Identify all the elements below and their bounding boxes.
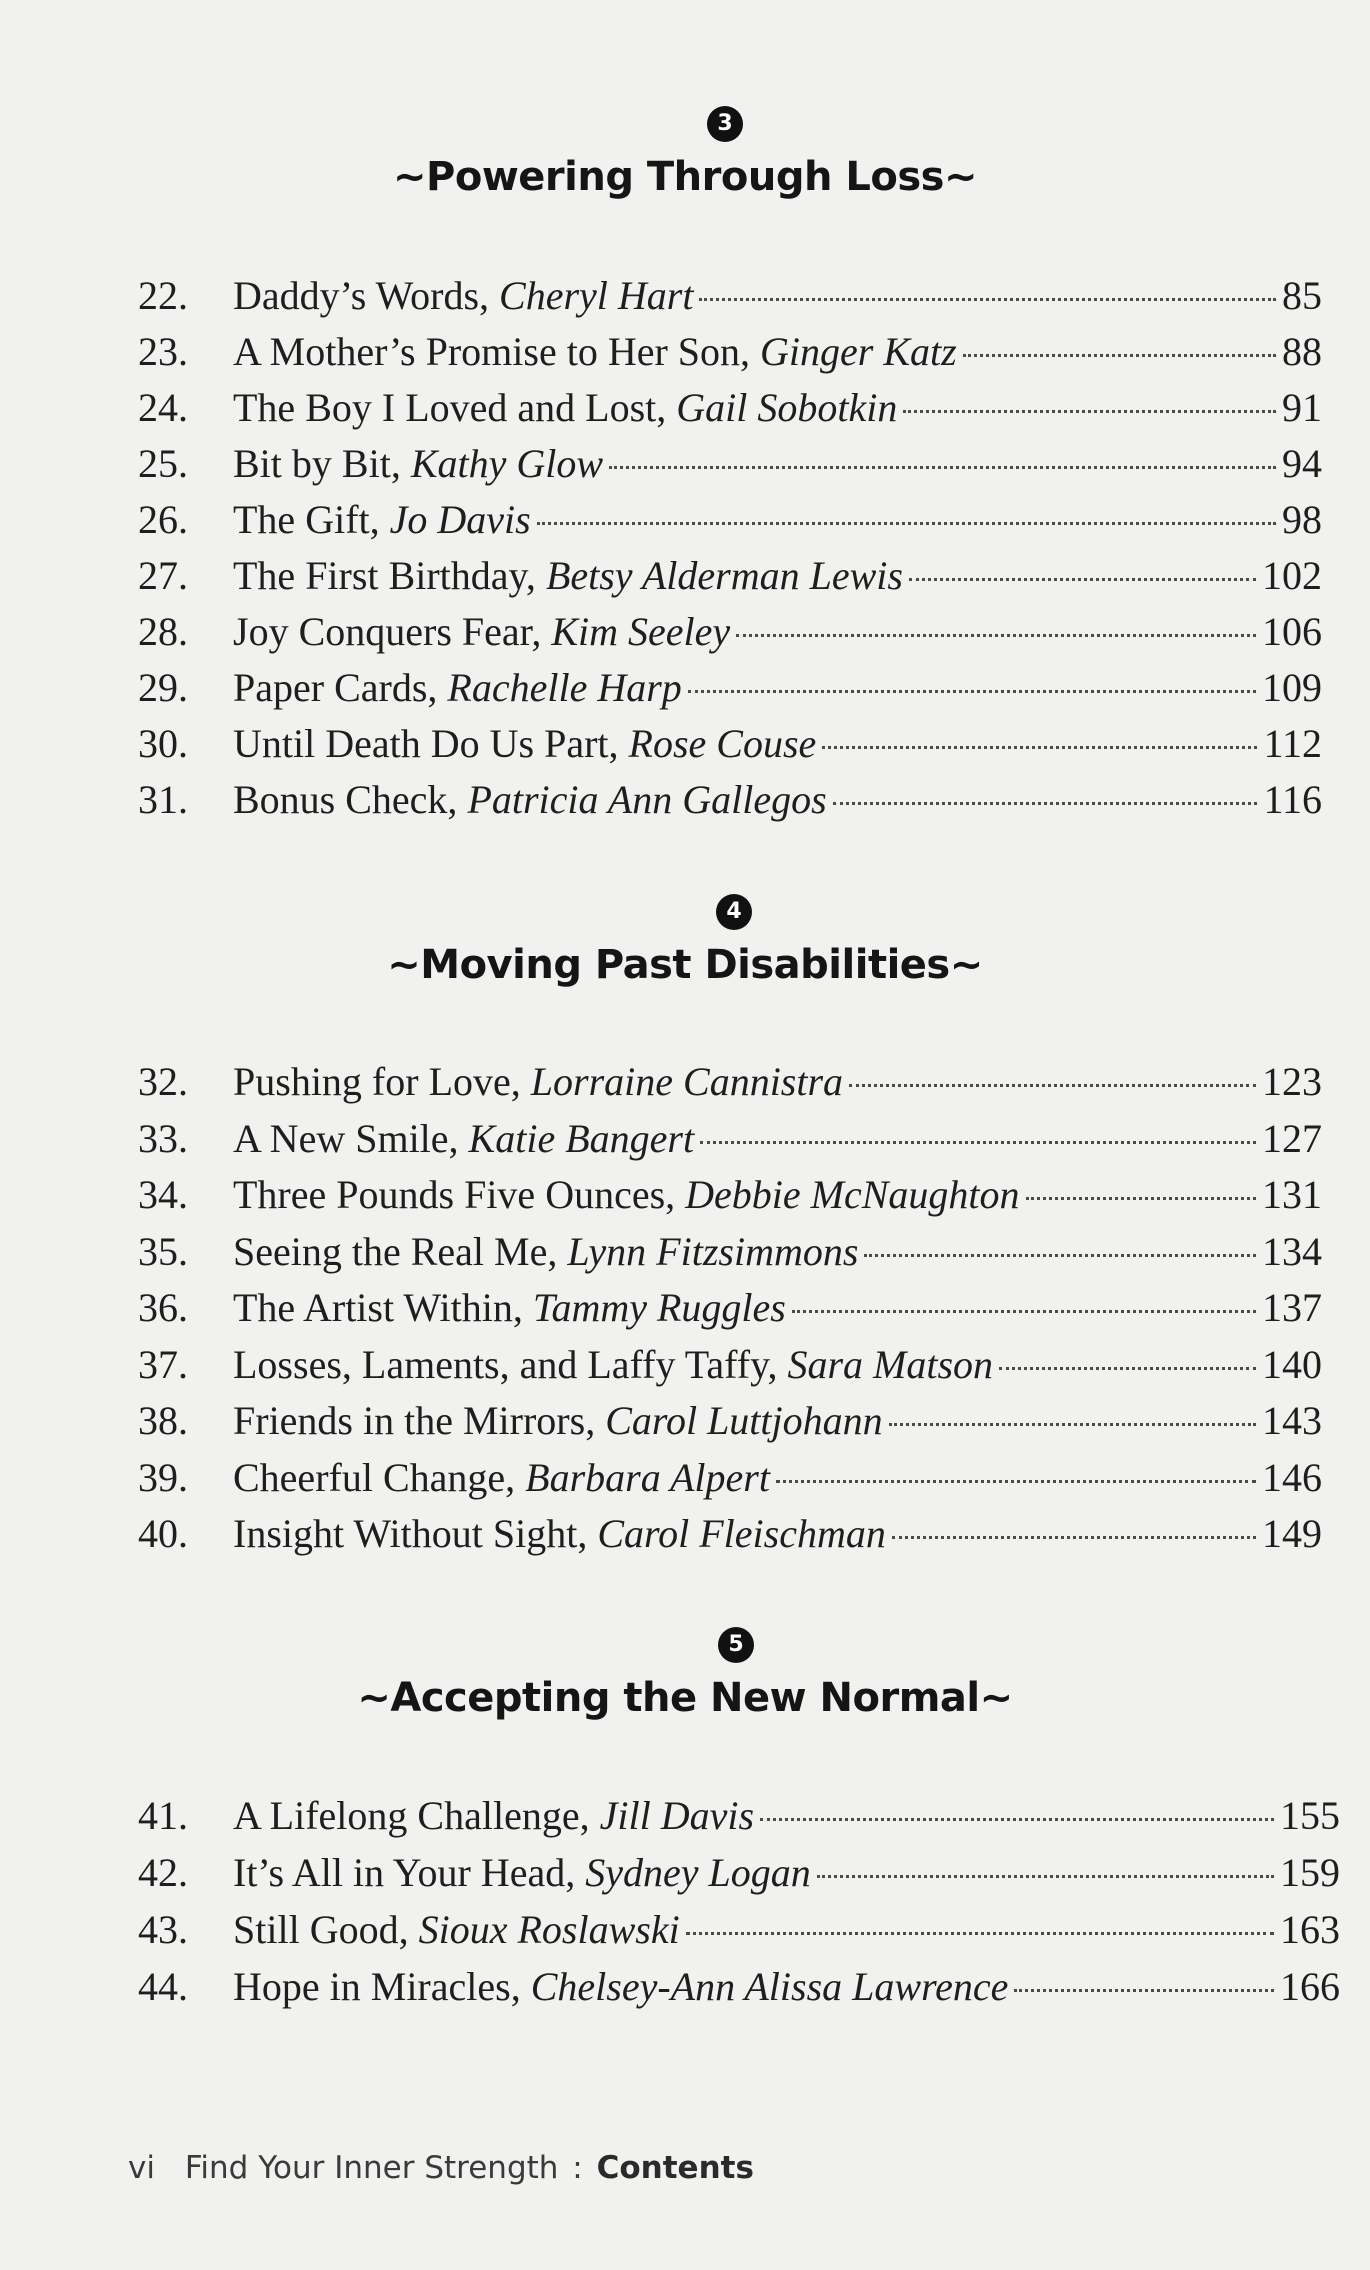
dot-leader <box>609 456 1276 469</box>
toc-entry-number: 34. <box>138 1172 188 1217</box>
toc-entry-page: 131 <box>1262 1172 1322 1217</box>
toc-entry-page: 102 <box>1262 553 1322 598</box>
toc-entry-author: Barbara Alpert <box>525 1454 770 1500</box>
toc-entry <box>138 1054 1322 1110</box>
dot-leader <box>686 1922 1274 1935</box>
dot-leader <box>537 512 1276 525</box>
toc-entry-page: 166 <box>1280 1964 1340 2009</box>
toc-entry-page: 137 <box>1262 1285 1322 1330</box>
footer-page-number: vi <box>128 2150 155 2186</box>
toc-entry <box>138 548 1322 604</box>
toc-entry <box>138 268 1322 324</box>
toc-entry-number: 23. <box>138 329 188 374</box>
toc-entry-number: 42. <box>138 1850 188 1895</box>
toc-entry <box>138 1959 1340 2015</box>
toc-entry-title: Seeing the Real Me, <box>233 1228 568 1274</box>
toc-entry-author: Lynn Fitzsimmons <box>567 1228 859 1274</box>
toc-entry-author: Kim Seeley <box>551 609 731 654</box>
dot-leader <box>736 624 1256 637</box>
toc-entry-title: The Gift, <box>233 497 390 542</box>
dot-leader <box>688 680 1256 693</box>
dot-leader <box>760 1808 1274 1821</box>
toc-entry <box>138 1450 1322 1506</box>
toc-entry-text <box>233 268 693 324</box>
toc-entry-page: 123 <box>1262 1059 1322 1104</box>
toc-entry-number: 31. <box>138 777 188 822</box>
toc-entry-title: A Lifelong Challenge, <box>233 1793 600 1838</box>
toc-entry-title: Hope in Miracles, <box>233 1964 531 2009</box>
section-title: ~Accepting the New Normal~ <box>357 1675 1013 1721</box>
toc-entry-title: It’s All in Your Head, <box>233 1850 586 1895</box>
dot-leader <box>903 400 1276 413</box>
footer-separator: : <box>572 2150 583 2186</box>
toc-entry-text <box>233 436 603 492</box>
section-moving-past-disabilities <box>0 894 1370 1064</box>
dot-leader <box>1014 1979 1274 1992</box>
section-number-badge: 3 <box>707 106 743 142</box>
toc-entry-title: A Mother’s Promise to Her Son, <box>233 329 761 374</box>
dot-leader <box>817 1865 1274 1878</box>
toc-entry-text <box>233 1450 770 1506</box>
dot-leader <box>864 1244 1256 1257</box>
dot-leader <box>849 1074 1256 1087</box>
toc-entry <box>138 1845 1340 1901</box>
toc-entry-number: 28. <box>138 609 188 654</box>
dot-leader <box>822 736 1257 749</box>
toc-entry-title: The Boy I Loved and Lost, <box>233 385 677 430</box>
dot-leader <box>1026 1187 1256 1200</box>
toc-entry-text <box>233 1054 843 1110</box>
toc-entry <box>138 716 1322 772</box>
toc-entry-author: Chelsey-Ann Alissa Lawrence <box>530 1964 1009 2009</box>
toc-entry-page: 140 <box>1262 1341 1322 1387</box>
toc-entry-page: 109 <box>1262 665 1322 710</box>
toc-entry-title: Friends in the Mirrors, <box>233 1398 606 1443</box>
toc-entry-text <box>233 772 827 828</box>
toc-entry-author: Rachelle Harp <box>447 665 682 710</box>
toc-entry-title: Insight Without Sight, <box>233 1511 598 1556</box>
dot-leader <box>776 1470 1256 1483</box>
section-powering-through-loss <box>0 106 1370 276</box>
section-header <box>0 1627 1370 1797</box>
toc-entry-number: 25. <box>138 441 188 486</box>
footer-section-label: Contents <box>596 2150 754 2186</box>
toc-entry-page: 91 <box>1282 385 1322 430</box>
toc-entry-text <box>233 660 682 716</box>
toc-entry-text <box>233 1337 993 1393</box>
toc-entry <box>138 1167 1322 1223</box>
toc-entry-title: Bit by Bit, <box>233 441 411 486</box>
toc-entry-text <box>233 1788 754 1844</box>
dot-leader <box>792 1300 1256 1313</box>
toc-entry-page: 143 <box>1262 1398 1322 1443</box>
toc-entry-number: 44. <box>138 1964 188 2009</box>
toc-entry-number: 29. <box>138 665 188 710</box>
dot-leader <box>909 568 1256 581</box>
toc-entry-page: 127 <box>1262 1115 1322 1161</box>
toc-entry <box>138 1337 1322 1393</box>
toc-entry-author: Betsy Alderman Lewis <box>545 553 903 598</box>
section-title: ~Powering Through Loss~ <box>393 154 977 200</box>
toc-entry-text <box>233 380 897 436</box>
toc-entry-text <box>233 1902 680 1958</box>
toc-entry-author: Carol Luttjohann <box>605 1398 883 1443</box>
toc-entry-page: 98 <box>1282 497 1322 542</box>
toc-entry <box>138 660 1322 716</box>
toc-entry-text <box>233 716 816 772</box>
toc-entry-author: Debbie McNaughton <box>685 1172 1020 1217</box>
toc-entry-title: Bonus Check, <box>233 777 468 822</box>
toc-entry-number: 22. <box>138 273 188 318</box>
toc-entry-title: Until Death Do Us Part, <box>233 721 629 766</box>
toc-entry <box>138 772 1322 828</box>
toc-entry-title: Three Pounds Five Ounces, <box>233 1172 686 1217</box>
toc-entry-title: Daddy’s Words, <box>233 273 500 318</box>
toc-entry-author: Rose Couse <box>628 721 817 766</box>
dot-leader <box>889 1413 1256 1426</box>
toc-entry <box>138 1111 1322 1167</box>
page-footer <box>128 2150 754 2186</box>
toc-entry-text <box>233 1280 786 1336</box>
toc-entry-number: 43. <box>138 1907 188 1952</box>
dot-leader <box>700 1131 1256 1144</box>
toc-entry-page: 88 <box>1282 329 1322 374</box>
footer-book-title: Find Your Inner Strength <box>184 2150 559 2186</box>
toc-entry-author: Gail Sobotkin <box>676 385 898 430</box>
toc-entry-page: 85 <box>1282 273 1322 318</box>
toc-entry <box>138 492 1322 548</box>
toc-entry-text <box>233 1845 811 1901</box>
toc-entry-page: 149 <box>1262 1511 1322 1556</box>
toc-entry <box>138 436 1322 492</box>
section-accepting-the-new-normal <box>0 1627 1370 1797</box>
section-header <box>0 106 1370 276</box>
toc-entry-text <box>233 1224 858 1280</box>
toc-entry-title: Pushing for Love, <box>233 1059 531 1104</box>
toc-entry <box>138 1902 1340 1958</box>
toc-entry-author: Jill Davis <box>599 1793 755 1838</box>
toc-entry-number: 24. <box>138 385 188 430</box>
toc-entry-title: Joy Conquers Fear, <box>233 609 552 654</box>
toc-entry-author: Lorraine Cannistra <box>530 1059 844 1104</box>
toc-entry-number: 37. <box>138 1341 188 1387</box>
toc-entry-page: 106 <box>1262 609 1322 654</box>
toc-entry-author: Kathy Glow <box>410 441 604 486</box>
toc-entry <box>138 1506 1322 1562</box>
toc-entry-text <box>233 1393 883 1449</box>
toc-entry-number: 33. <box>138 1115 188 1161</box>
toc-entry-text <box>233 1167 1020 1223</box>
toc-entry-author: Sydney Logan <box>585 1850 811 1895</box>
toc-entry <box>138 1280 1322 1336</box>
section-title: ~Moving Past Disabilities~ <box>387 942 983 988</box>
toc-entry-page: 134 <box>1262 1228 1322 1274</box>
toc-entry-page: 163 <box>1280 1907 1340 1952</box>
toc-entry-title: Cheerful Change, <box>233 1454 526 1500</box>
toc-entry-author: Ginger Katz <box>760 329 957 374</box>
toc-entry-page: 94 <box>1282 441 1322 486</box>
toc-entry-author: Tammy Ruggles <box>532 1285 786 1330</box>
toc-entry-page: 112 <box>1263 721 1322 766</box>
toc-entry-text <box>233 1959 1008 2015</box>
toc-entry <box>138 1393 1322 1449</box>
toc-entry-title: A New Smile, <box>233 1115 469 1161</box>
toc-entry-author: Patricia Ann Gallegos <box>467 777 827 822</box>
section-header <box>0 894 1370 1064</box>
section-number-badge: 5 <box>718 1627 754 1663</box>
toc-entry-number: 40. <box>138 1511 188 1556</box>
toc-entry-text <box>233 548 903 604</box>
toc-entry-number: 38. <box>138 1398 188 1443</box>
toc-entry <box>138 1224 1322 1280</box>
toc-entry-number: 26. <box>138 497 188 542</box>
toc-entry-number: 35. <box>138 1228 188 1274</box>
toc-entry-title: Still Good, <box>233 1907 419 1952</box>
toc-entry-text <box>233 604 730 660</box>
dot-leader <box>999 1357 1256 1370</box>
dot-leader <box>892 1526 1256 1539</box>
toc-entry-text <box>233 1506 886 1562</box>
toc-entry-number: 36. <box>138 1285 188 1330</box>
dot-leader <box>963 344 1276 357</box>
toc-entry-number: 27. <box>138 553 188 598</box>
toc-entry-author: Katie Bangert <box>468 1115 695 1161</box>
toc-entry-author: Jo Davis <box>389 497 531 542</box>
toc-entry-author: Cheryl Hart <box>499 273 694 318</box>
toc-entry-number: 41. <box>138 1793 188 1838</box>
toc-entry-author: Carol Fleischman <box>597 1511 886 1556</box>
toc-entry <box>138 324 1322 380</box>
toc-entry-text <box>233 1111 694 1167</box>
section-number-badge: 4 <box>716 894 752 930</box>
toc-entry-text <box>233 492 531 548</box>
toc-entry-author: Sara Matson <box>787 1341 994 1387</box>
toc-entry <box>138 380 1322 436</box>
toc-entry-number: 32. <box>138 1059 188 1104</box>
toc-entry-title: Losses, Laments, and Laffy Taffy, <box>233 1341 788 1387</box>
toc-entry-page: 146 <box>1262 1454 1322 1500</box>
toc-entry-title: The Artist Within, <box>233 1285 533 1330</box>
toc-entry-author: Sioux Roslawski <box>418 1907 680 1952</box>
toc-entry <box>138 1788 1340 1844</box>
toc-entry-number: 30. <box>138 721 188 766</box>
toc-entry-title: Paper Cards, <box>233 665 448 710</box>
toc-entry <box>138 604 1322 660</box>
toc-entry-page: 159 <box>1280 1850 1340 1895</box>
dot-leader <box>833 792 1258 805</box>
toc-entry-page: 155 <box>1280 1793 1340 1838</box>
dot-leader <box>699 288 1276 301</box>
toc-entry-title: The First Birthday, <box>233 553 546 598</box>
toc-entry-number: 39. <box>138 1454 188 1500</box>
toc-entry-page: 116 <box>1263 777 1322 822</box>
toc-entry-text <box>233 324 957 380</box>
